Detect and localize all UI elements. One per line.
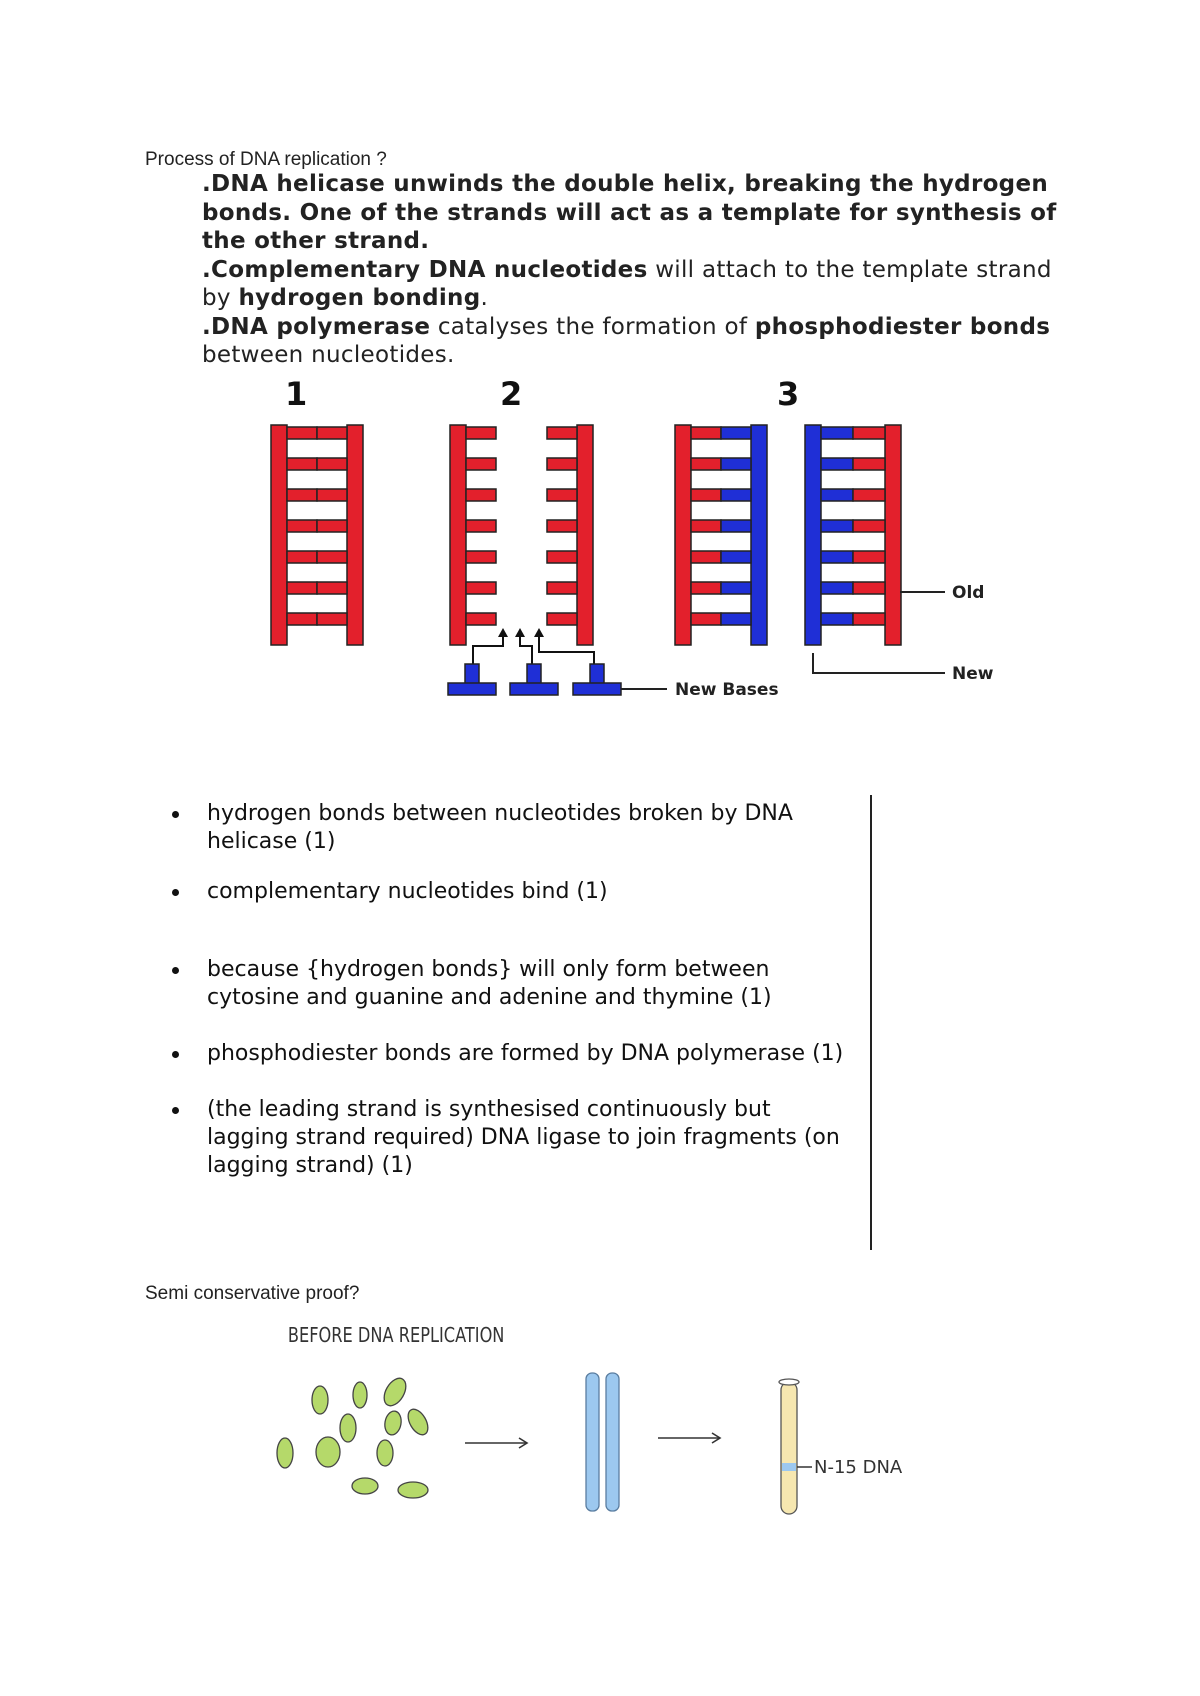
base-rung (287, 520, 317, 532)
base-rung (691, 520, 721, 532)
base-rung (853, 613, 885, 625)
base-rung (821, 458, 853, 470)
step-2-segment: . (480, 285, 489, 311)
base-rung (317, 458, 347, 470)
section-heading-replication: Process of DNA replication ? (145, 149, 387, 170)
label-old: Old (952, 583, 985, 603)
step-1-segment: .DNA helicase unwinds the double helix, breaking the hydrogen bonds. One of the strands will act as a template for synthesis of the other strand. (202, 171, 1057, 254)
base-rung (317, 613, 347, 625)
dna-strand (606, 1373, 619, 1511)
base-rung (317, 582, 347, 594)
base-rung (721, 551, 751, 563)
mark-scheme-item: complementary nucleotides bind (1) (165, 878, 845, 906)
base-connector-lines (473, 635, 594, 665)
base-rung (547, 520, 577, 532)
base-rung (547, 489, 577, 501)
base-rung (853, 582, 885, 594)
base-rung (287, 458, 317, 470)
panel-number-2: 2 (500, 380, 523, 413)
step-3-segment: phosphodiester bonds (754, 313, 1051, 340)
base-rung (547, 582, 577, 594)
new-strand (751, 425, 767, 645)
old-strand (271, 425, 287, 645)
step-3-segment: catalyses the formation of (430, 313, 755, 340)
old-strand (885, 425, 901, 645)
base-rung (317, 551, 347, 563)
dna-strand (586, 1373, 599, 1511)
bacterium (352, 1478, 378, 1494)
semi-conservative-figure (260, 1310, 920, 1520)
base-rung (317, 489, 347, 501)
arrow-right-icon (465, 1438, 527, 1448)
base-rung (466, 551, 496, 563)
base-rung (287, 427, 317, 439)
step-3 (202, 313, 1082, 370)
mark-scheme-item: (the leading strand is synthesised continuously but lagging strand required) DNA ligase to join fragments (on lagging strand) (1) (165, 1096, 845, 1180)
old-strand (675, 425, 691, 645)
bacterium (277, 1438, 293, 1468)
base-rung (853, 520, 885, 532)
old-strand (577, 425, 593, 645)
mark-scheme-item: phosphodiester bonds are formed by DNA polymerase (1) (165, 1040, 845, 1068)
base-rung (287, 613, 317, 625)
base-rung (691, 427, 721, 439)
base-rung (466, 427, 496, 439)
mark-scheme-list (165, 800, 845, 1180)
base-rung (721, 489, 751, 501)
bacterium (404, 1406, 432, 1438)
base-rung (466, 613, 496, 625)
base-rung (721, 427, 751, 439)
step-3-segment: .DNA polymerase (202, 313, 431, 340)
old-strand (347, 425, 363, 645)
insertion-arrows (498, 628, 544, 637)
test-tube-icon (779, 1379, 799, 1514)
base-rung (821, 520, 853, 532)
new-pointer-line (813, 653, 945, 673)
base-rung (466, 489, 496, 501)
dna-double-strand-icon (586, 1373, 619, 1511)
step-2-segment: .Complementary DNA nucleotides (202, 256, 648, 283)
base-rung (821, 489, 853, 501)
tube-label: N-15 DNA (814, 1457, 903, 1478)
new-base (448, 664, 496, 695)
label-new-bases: New Bases (675, 680, 779, 700)
bacterium (377, 1440, 393, 1466)
replication-steps (202, 170, 1082, 370)
step-2-segment: hydrogen bonding (238, 285, 481, 311)
old-strand (450, 425, 466, 645)
base-rung (466, 458, 496, 470)
section-heading-semi-conservative: Semi conservative proof? (145, 1283, 360, 1304)
base-rung (466, 582, 496, 594)
step-2-segment: will attach to the template strand by (202, 256, 1052, 311)
base-rung (853, 458, 885, 470)
base-rung (691, 458, 721, 470)
base-rung (821, 613, 853, 625)
base-rung (547, 458, 577, 470)
label-new: New (952, 664, 994, 684)
figure-title: BEFORE DNA REPLICATION (287, 1324, 505, 1348)
base-rung (853, 551, 885, 563)
base-rung (691, 489, 721, 501)
base-rung (691, 613, 721, 625)
base-rung (317, 520, 347, 532)
step-1 (202, 170, 1082, 256)
vertical-divider (870, 795, 872, 1250)
mark-scheme-item: hydrogen bonds between nucleotides broken by DNA helicase (1) (165, 800, 845, 856)
base-rung (547, 551, 577, 563)
base-rung (317, 427, 347, 439)
new-base (510, 664, 558, 695)
base-rung (691, 551, 721, 563)
base-rung (721, 458, 751, 470)
bacterium (380, 1375, 411, 1410)
base-rung (853, 427, 885, 439)
step-2 (202, 256, 1082, 313)
bacterium (340, 1414, 356, 1442)
dna-band (782, 1463, 796, 1471)
base-rung (721, 520, 751, 532)
bacterium (383, 1410, 403, 1436)
bacterium (353, 1382, 367, 1408)
new-strand (805, 425, 821, 645)
bacterium (312, 1386, 328, 1414)
step-3-segment: between nucleotides. (202, 342, 455, 368)
base-rung (721, 613, 751, 625)
base-rung (821, 551, 853, 563)
base-rung (721, 582, 751, 594)
arrow-right-icon (658, 1433, 720, 1443)
base-rung (547, 427, 577, 439)
new-base (573, 664, 621, 695)
base-rung (287, 489, 317, 501)
base-rung (466, 520, 496, 532)
base-rung (547, 613, 577, 625)
bacteria-cluster (277, 1375, 432, 1498)
panel-number-1: 1 (285, 380, 308, 413)
dna-replication-diagram (255, 380, 1035, 710)
base-rung (287, 551, 317, 563)
base-rung (821, 582, 853, 594)
mark-scheme-item: because {hydrogen bonds} will only form between cytosine and guanine and adenine and thymine (1) (165, 956, 845, 1012)
base-rung (853, 489, 885, 501)
base-rung (287, 582, 317, 594)
base-rung (691, 582, 721, 594)
base-rung (821, 427, 853, 439)
bacterium (398, 1482, 428, 1498)
bacterium (316, 1437, 340, 1467)
panel-number-3: 3 (777, 380, 800, 413)
